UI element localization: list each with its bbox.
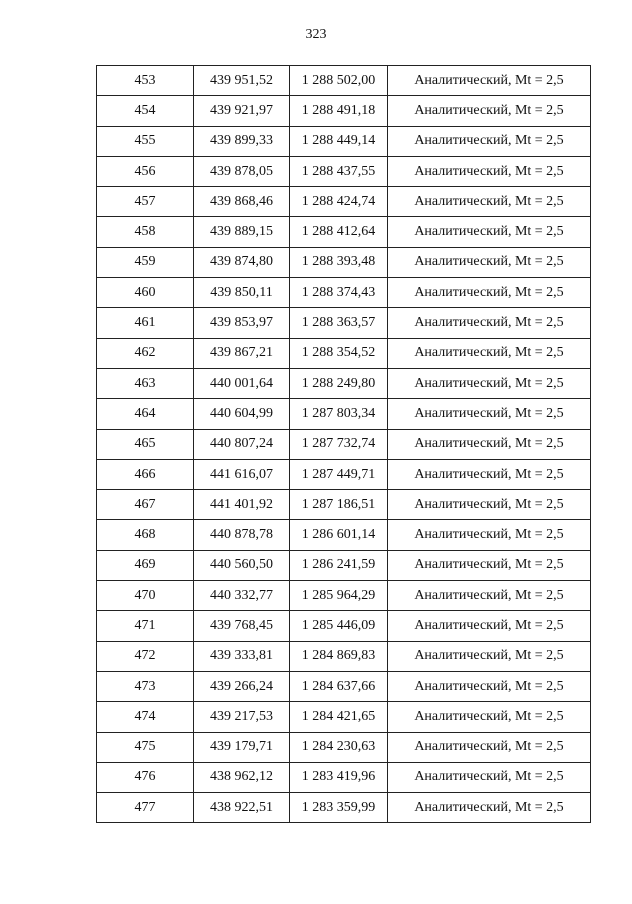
x-coordinate-cell: 440 560,50 (194, 550, 290, 580)
y-coordinate-cell: 1 285 964,29 (290, 581, 388, 611)
x-coordinate-cell: 439 878,05 (194, 156, 290, 186)
table-row (97, 338, 591, 368)
y-coordinate-cell: 1 288 374,43 (290, 278, 388, 308)
table-row (97, 247, 591, 277)
table-row (97, 156, 591, 186)
point-number-cell: 460 (97, 278, 194, 308)
method-cell: Аналитический, Mt = 2,5 (388, 732, 591, 762)
x-coordinate-cell: 439 867,21 (194, 338, 290, 368)
coordinates-table-body (97, 66, 591, 823)
x-coordinate-cell: 439 853,97 (194, 308, 290, 338)
y-coordinate-cell: 1 287 449,71 (290, 459, 388, 489)
point-number-cell: 471 (97, 611, 194, 641)
method-cell: Аналитический, Mt = 2,5 (388, 126, 591, 156)
page-number: 323 (305, 27, 327, 42)
method-cell: Аналитический, Mt = 2,5 (388, 278, 591, 308)
method-cell: Аналитический, Mt = 2,5 (388, 217, 591, 247)
x-coordinate-cell: 439 951,52 (194, 66, 290, 96)
point-number-cell: 473 (97, 671, 194, 701)
y-coordinate-cell: 1 288 249,80 (290, 368, 388, 398)
method-cell: Аналитический, Mt = 2,5 (388, 671, 591, 701)
x-coordinate-cell: 439 266,24 (194, 671, 290, 701)
x-coordinate-cell: 440 807,24 (194, 429, 290, 459)
table-row (97, 702, 591, 732)
x-coordinate-cell: 440 332,77 (194, 581, 290, 611)
point-number-cell: 469 (97, 550, 194, 580)
y-coordinate-cell: 1 283 359,99 (290, 793, 388, 823)
method-cell: Аналитический, Mt = 2,5 (388, 459, 591, 489)
point-number-cell: 475 (97, 732, 194, 762)
table-row (97, 187, 591, 217)
method-cell: Аналитический, Mt = 2,5 (388, 793, 591, 823)
table-row (97, 611, 591, 641)
method-cell: Аналитический, Mt = 2,5 (388, 66, 591, 96)
method-cell: Аналитический, Mt = 2,5 (388, 550, 591, 580)
x-coordinate-cell: 439 333,81 (194, 641, 290, 671)
table-row (97, 459, 591, 489)
table-row (97, 732, 591, 762)
x-coordinate-cell: 441 616,07 (194, 459, 290, 489)
table-row (97, 520, 591, 550)
table-row (97, 429, 591, 459)
point-number-cell: 458 (97, 217, 194, 247)
method-cell: Аналитический, Mt = 2,5 (388, 611, 591, 641)
point-number-cell: 453 (97, 66, 194, 96)
method-cell: Аналитический, Mt = 2,5 (388, 187, 591, 217)
x-coordinate-cell: 439 768,45 (194, 611, 290, 641)
point-number-cell: 459 (97, 247, 194, 277)
y-coordinate-cell: 1 288 424,74 (290, 187, 388, 217)
method-cell: Аналитический, Mt = 2,5 (388, 429, 591, 459)
table-row (97, 278, 591, 308)
x-coordinate-cell: 438 962,12 (194, 762, 290, 792)
y-coordinate-cell: 1 283 419,96 (290, 762, 388, 792)
table-row (97, 217, 591, 247)
point-number-cell: 456 (97, 156, 194, 186)
method-cell: Аналитический, Mt = 2,5 (388, 702, 591, 732)
point-number-cell: 464 (97, 399, 194, 429)
method-cell: Аналитический, Mt = 2,5 (388, 520, 591, 550)
y-coordinate-cell: 1 288 449,14 (290, 126, 388, 156)
point-number-cell: 457 (97, 187, 194, 217)
x-coordinate-cell: 439 179,71 (194, 732, 290, 762)
point-number-cell: 463 (97, 368, 194, 398)
point-number-cell: 476 (97, 762, 194, 792)
y-coordinate-cell: 1 287 803,34 (290, 399, 388, 429)
table-row (97, 126, 591, 156)
y-coordinate-cell: 1 284 421,65 (290, 702, 388, 732)
point-number-cell: 467 (97, 490, 194, 520)
x-coordinate-cell: 439 850,11 (194, 278, 290, 308)
y-coordinate-cell: 1 288 491,18 (290, 96, 388, 126)
point-number-cell: 465 (97, 429, 194, 459)
y-coordinate-cell: 1 284 869,83 (290, 641, 388, 671)
method-cell: Аналитический, Mt = 2,5 (388, 368, 591, 398)
method-cell: Аналитический, Mt = 2,5 (388, 308, 591, 338)
y-coordinate-cell: 1 287 732,74 (290, 429, 388, 459)
point-number-cell: 474 (97, 702, 194, 732)
x-coordinate-cell: 439 889,15 (194, 217, 290, 247)
y-coordinate-cell: 1 285 446,09 (290, 611, 388, 641)
point-number-cell: 468 (97, 520, 194, 550)
x-coordinate-cell: 440 878,78 (194, 520, 290, 550)
y-coordinate-cell: 1 288 363,57 (290, 308, 388, 338)
y-coordinate-cell: 1 286 241,59 (290, 550, 388, 580)
method-cell: Аналитический, Mt = 2,5 (388, 762, 591, 792)
point-number-cell: 462 (97, 338, 194, 368)
table-row (97, 793, 591, 823)
x-coordinate-cell: 439 874,80 (194, 247, 290, 277)
point-number-cell: 454 (97, 96, 194, 126)
table-row (97, 490, 591, 520)
table-row (97, 368, 591, 398)
table-row (97, 671, 591, 701)
point-number-cell: 472 (97, 641, 194, 671)
x-coordinate-cell: 439 217,53 (194, 702, 290, 732)
point-number-cell: 461 (97, 308, 194, 338)
method-cell: Аналитический, Mt = 2,5 (388, 490, 591, 520)
y-coordinate-cell: 1 287 186,51 (290, 490, 388, 520)
table-row (97, 66, 591, 96)
method-cell: Аналитический, Mt = 2,5 (388, 338, 591, 368)
table-row (97, 641, 591, 671)
y-coordinate-cell: 1 288 502,00 (290, 66, 388, 96)
x-coordinate-cell: 439 921,97 (194, 96, 290, 126)
x-coordinate-cell: 438 922,51 (194, 793, 290, 823)
table-row (97, 399, 591, 429)
y-coordinate-cell: 1 284 230,63 (290, 732, 388, 762)
method-cell: Аналитический, Mt = 2,5 (388, 581, 591, 611)
x-coordinate-cell: 440 604,99 (194, 399, 290, 429)
x-coordinate-cell: 439 899,33 (194, 126, 290, 156)
table-row (97, 96, 591, 126)
table-row (97, 308, 591, 338)
y-coordinate-cell: 1 288 393,48 (290, 247, 388, 277)
y-coordinate-cell: 1 288 354,52 (290, 338, 388, 368)
point-number-cell: 477 (97, 793, 194, 823)
method-cell: Аналитический, Mt = 2,5 (388, 247, 591, 277)
x-coordinate-cell: 439 868,46 (194, 187, 290, 217)
table-row (97, 581, 591, 611)
method-cell: Аналитический, Mt = 2,5 (388, 399, 591, 429)
point-number-cell: 466 (97, 459, 194, 489)
coordinates-table (96, 65, 591, 823)
y-coordinate-cell: 1 284 637,66 (290, 671, 388, 701)
x-coordinate-cell: 440 001,64 (194, 368, 290, 398)
table-row (97, 762, 591, 792)
method-cell: Аналитический, Mt = 2,5 (388, 641, 591, 671)
y-coordinate-cell: 1 286 601,14 (290, 520, 388, 550)
y-coordinate-cell: 1 288 437,55 (290, 156, 388, 186)
table-row (97, 550, 591, 580)
point-number-cell: 470 (97, 581, 194, 611)
point-number-cell: 455 (97, 126, 194, 156)
method-cell: Аналитический, Mt = 2,5 (388, 156, 591, 186)
x-coordinate-cell: 441 401,92 (194, 490, 290, 520)
y-coordinate-cell: 1 288 412,64 (290, 217, 388, 247)
method-cell: Аналитический, Mt = 2,5 (388, 96, 591, 126)
